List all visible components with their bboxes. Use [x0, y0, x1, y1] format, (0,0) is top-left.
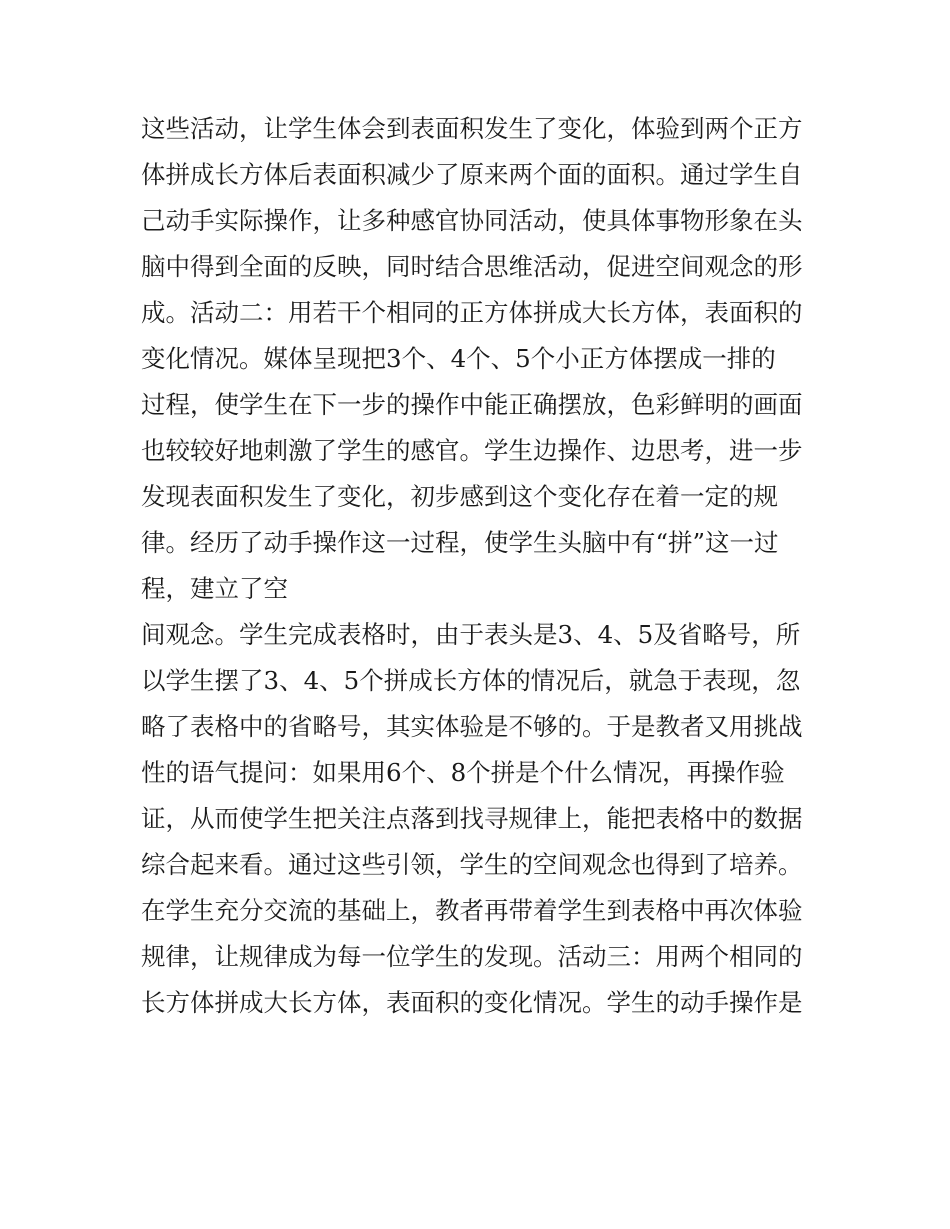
text-line: 己动手实际操作，让多种感官协同活动，使具体事物形象在头 — [141, 206, 803, 235]
text-line: 体拼成长方体后表面积减少了原来两个面的面积。通过学生自 — [141, 160, 803, 189]
text-line: 程，建立了空 — [141, 574, 288, 603]
text-line: 变化情况。媒体呈现把3个、4个、5个小正方体摆成一排的 — [141, 344, 776, 373]
text-line: 略了表格中的省略号，其实体验是不够的。于是教者又用挑战 — [141, 712, 803, 741]
text-line: 间观念。学生完成表格时，由于表头是3、4、5及省略号，所 — [141, 620, 801, 649]
text-line: 成。活动二：用若干个相同的正方体拼成大长方体，表面积的 — [141, 298, 803, 327]
text-line: 发现表面积发生了变化，初步感到这个变化存在着一定的规 — [141, 482, 778, 511]
text-line: 这些活动，让学生体会到表面积发生了变化，体验到两个正方 — [141, 114, 803, 143]
text-line: 在学生充分交流的基础上，教者再带着学生到表格中再次体验 — [141, 896, 803, 925]
text-line: 性的语气提问：如果用6个、8个拼是个什么情况，再操作验 — [141, 758, 785, 787]
text-line: 长方体拼成大长方体，表面积的变化情况。学生的动手操作是 — [141, 988, 803, 1017]
text-line: 过程，使学生在下一步的操作中能正确摆放，色彩鲜明的画面 — [141, 390, 803, 419]
text-line: 也较较好地刺激了学生的感官。学生边操作、边思考，进一步 — [141, 436, 803, 465]
text-line: 综合起来看。通过这些引领，学生的空间观念也得到了培养。 — [141, 850, 803, 879]
body-text — [141, 106, 821, 1026]
text-line: 以学生摆了3、4、5个拼成长方体的情况后，就急于表现，忽 — [141, 666, 801, 695]
text-line: 律。经历了动手操作这一过程，使学生头脑中有“拼”这一过 — [141, 528, 779, 557]
text-line: 证，从而使学生把关注点落到找寻规律上，能把表格中的数据 — [141, 804, 803, 833]
text-line: 脑中得到全面的反映，同时结合思维活动，促进空间观念的形 — [141, 252, 803, 281]
text-line: 规律，让规律成为每一位学生的发现。活动三：用两个相同的 — [141, 942, 803, 971]
